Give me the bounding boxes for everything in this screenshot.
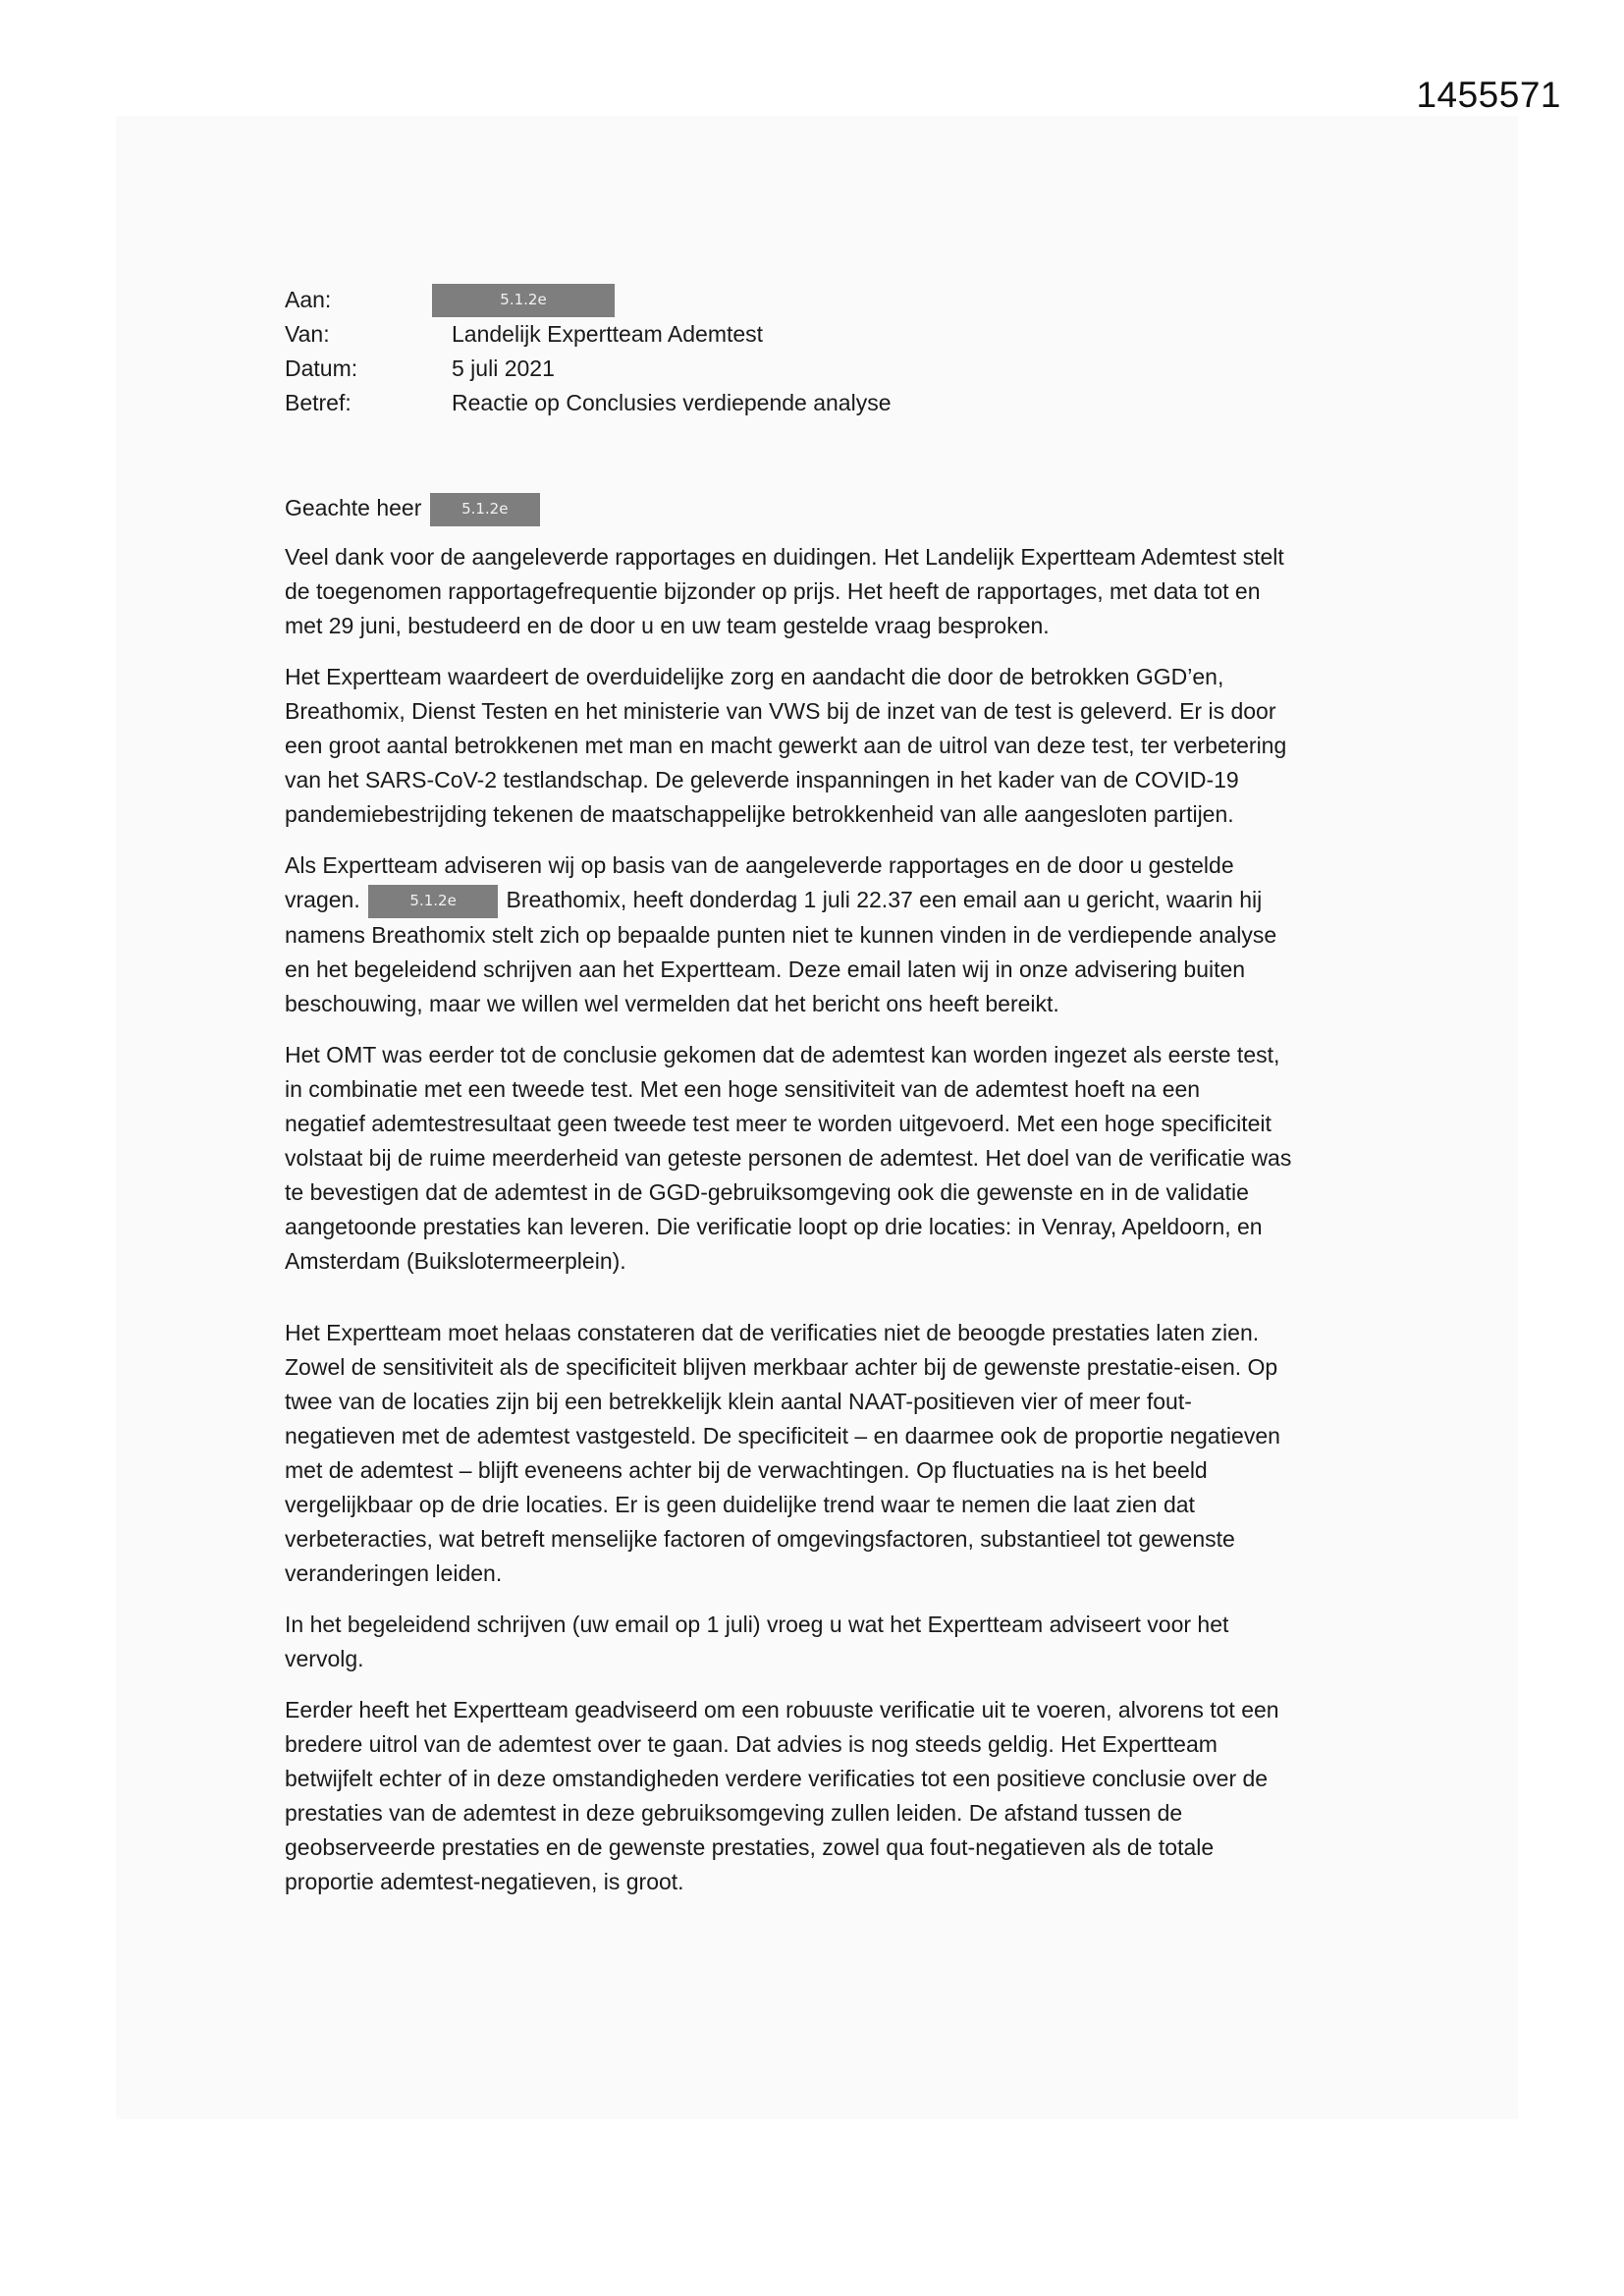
header-row-date: [285, 352, 892, 386]
text-line: bredere uitrol van de ademtest over te gaan. Dat advies is nog steeds geldig. Het Expertteam: [285, 1730, 1218, 1757]
text-line: Als Expertteam adviseren wij op basis van de aangeleverde rapportages en de door u gestelde: [285, 851, 1234, 878]
text-line: veranderingen leiden.: [285, 1559, 503, 1586]
salutation: [285, 491, 1365, 526]
text-line: namens Breathomix stelt zich op bepaalde punten niet te kunnen vinden in de verdiepende analyse: [285, 921, 1277, 948]
text-line: proportie ademtest-negatieven, is groot.: [285, 1868, 684, 1894]
text-line: volstaat bij de ruime meerderheid van geteste personen de ademtest. Het doel van de verificatie was: [285, 1144, 1292, 1171]
from-label: Van:: [285, 321, 330, 347]
text-line: In het begeleidend schrijven (uw email op 1 juli) vroeg u wat het Expertteam adviseert voor het: [285, 1611, 1229, 1637]
text-line: met 29 juni, bestudeerd en de door u en uw team gestelde vraag besproken.: [285, 612, 1050, 638]
text-line: in combinatie met een tweede test. Met een hoge sensitiviteit van de ademtest hoeft na een: [285, 1075, 1201, 1102]
text-line: vervolg.: [285, 1645, 364, 1671]
paragraph-4: [285, 1038, 1365, 1279]
to-label: Aan:: [285, 287, 332, 312]
text-line: van het SARS-CoV-2 testlandschap. De geleverde inspanningen in het kader van de COVID-19: [285, 766, 1239, 793]
paragraph-6: [285, 1608, 1365, 1676]
text-fragment: Breathomix, heeft donderdag 1 juli 22.37 een email aan u gericht, waarin hij: [506, 886, 1263, 912]
text-line: Amsterdam (Buikslotermeerplein).: [285, 1247, 626, 1274]
letter-header: [285, 283, 892, 420]
text-line: Het Expertteam moet helaas constateren dat de verificaties niet de beoogde prestaties laten zien.: [285, 1319, 1260, 1345]
redaction-box: 5.1.2e: [368, 885, 498, 918]
text-line: Eerder heeft het Expertteam geadviseerd om een robuuste verificatie uit te voeren, alvorens tot een: [285, 1696, 1279, 1722]
subject-label: Betref:: [285, 390, 352, 415]
text-line: Het OMT was eerder tot de conclusie gekomen dat de ademtest kan worden ingezet als eerste test,: [285, 1041, 1280, 1067]
text-line: Zowel de sensitiviteit als de specificiteit blijven merkbaar achter bij de gewenste prestatie-eisen. Op: [285, 1353, 1278, 1380]
document-number: 1455571: [1416, 75, 1561, 115]
text-line: de toegenomen rapportagefrequentie bijzonder op prijs. Het heeft de rapportages, met data tot en: [285, 577, 1261, 604]
text-line: verbeteracties, wat betreft menselijke factoren of omgevingsfactoren, substantieel tot gewenste: [285, 1525, 1235, 1552]
from-value: Landelijk Expertteam Ademtest: [452, 321, 764, 347]
text-fragment: vragen.: [285, 886, 360, 912]
date-label: Datum:: [285, 355, 358, 381]
text-line: Het Expertteam waardeert de overduidelijke zorg en aandacht die door de betrokken GGD’en,: [285, 663, 1224, 689]
subject-value: Reactie op Conclusies verdiepende analyse: [452, 390, 892, 415]
letter-body: [285, 491, 1365, 1916]
paragraph-7: [285, 1693, 1365, 1899]
text-line: Veel dank voor de aangeleverde rapportages en duidingen. Het Landelijk Expertteam Ademtest stelt: [285, 543, 1284, 570]
text-line: aangetoonde prestaties kan leveren. Die verificatie loopt op drie locaties: in Venray, Apeldoorn, en: [285, 1213, 1263, 1239]
text-line: met de ademtest – blijft eveneens achter bij de verwachtingen. Op fluctuaties na is het beeld: [285, 1456, 1208, 1483]
text-line: twee van de locaties zijn bij een betrekkelijk klein aantal NAAT-positieven vier of meer fout-: [285, 1388, 1192, 1414]
text-line: en het begeleidend schrijven aan het Expertteam. Deze email laten wij in onze advisering buiten: [285, 956, 1246, 982]
text-line: Breathomix, Dienst Testen en het ministerie van VWS bij de inzet van de test is geleverd. Er is door: [285, 697, 1276, 724]
paragraph-3: [285, 848, 1365, 1021]
text-line: pandemiebestrijding tekenen de maatschappelijke betrokkenheid van alle aangesloten partijen.: [285, 800, 1234, 827]
text-line: negatieven met de ademtest vastgesteld. De specificiteit – en daarmee ook de proportie negatieven: [285, 1422, 1280, 1449]
paragraph-2: [285, 660, 1365, 832]
text-line: vergelijkbaar op de drie locaties. Er is geen duidelijke trend waar te nemen die laat zien dat: [285, 1491, 1195, 1517]
redaction-box: 5.1.2e: [430, 493, 540, 526]
paragraph-5: [285, 1316, 1365, 1591]
redaction-box: 5.1.2e: [432, 284, 615, 317]
text-line: negatief ademtestresultaat geen tweede test meer te worden uitgevoerd. Met een hoge specificiteit: [285, 1110, 1272, 1136]
text-line: geobserveerde prestaties en de gewenste prestaties, zowel qua fout-negatieven als de totale: [285, 1833, 1215, 1860]
date-value: 5 juli 2021: [452, 355, 555, 381]
header-row-to: [285, 283, 892, 317]
salutation-text: Geachte heer: [285, 495, 422, 520]
text-line: betwijfelt echter of in deze omstandigheden verdere verificaties tot een positieve conclusie over de: [285, 1765, 1269, 1791]
header-row-subject: [285, 386, 892, 420]
header-row-from: [285, 317, 892, 352]
text-line: prestaties van de ademtest in deze gebruiksomgeving zullen leiden. De afstand tussen de: [285, 1799, 1183, 1826]
text-line: een groot aantal betrokkenen met man en macht gewerkt aan de uitrol van deze test, ter verbetering: [285, 732, 1287, 758]
text-line: beschouwing, maar we willen wel vermelden dat het bericht ons heeft bereikt.: [285, 990, 1059, 1016]
text-line: te bevestigen dat de ademtest in de GGD-gebruiksomgeving ook die gewenste en in de validatie: [285, 1178, 1249, 1205]
paragraph-1: [285, 540, 1365, 643]
text-line-with-redaction: [285, 883, 1365, 918]
